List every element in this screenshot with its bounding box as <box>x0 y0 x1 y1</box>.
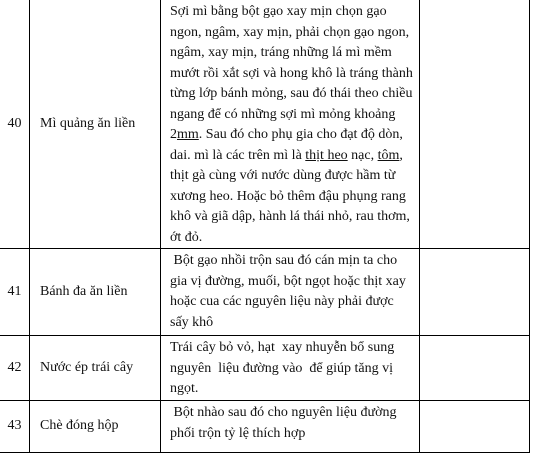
product-description <box>161 0 420 249</box>
product-name: Nước ép trái cây <box>30 336 161 401</box>
desc-text: , thịt gà cùng với nước dùng được hầm từ xương heo. Hoặc bỏ thêm đậu phụng rang khô và giã dập, hành lá thái nhỏ, rau thơm, ớt đỏ. <box>170 147 410 245</box>
row-number: 41 <box>0 249 30 336</box>
table-row <box>0 336 530 401</box>
desc-underlined-term: thịt heo <box>305 147 348 163</box>
empty-cell <box>420 336 530 401</box>
product-description: Bột gạo nhồi trộn sau đó cán mịn ta cho gia vị đường, muối, bột ngọt hoặc thịt xay hoặc cua các nguyên liệu này phải được sấy khô <box>161 249 420 336</box>
table-row <box>0 249 530 336</box>
empty-cell <box>420 0 530 249</box>
product-description: Trái cây bỏ vỏ, hạt xay nhuyễn bổ sung nguyên liệu đường vào để giúp tăng vị ngọt. <box>161 336 420 401</box>
desc-underlined-unit: mm <box>177 127 199 142</box>
empty-cell <box>420 401 530 453</box>
desc-text: nạc, <box>347 147 378 163</box>
product-description: Bột nhào sau đó cho nguyên liệu đường phối trộn tỷ lệ thích hợp <box>161 401 420 453</box>
empty-cell <box>420 249 530 336</box>
desc-text: . Sau đó cho phụ gia cho đạt độ dòn, dai. mì là các trên mì là <box>170 127 403 163</box>
row-number: 42 <box>0 336 30 401</box>
product-name: Mì quảng ăn liền <box>30 0 161 249</box>
row-number: 43 <box>0 401 30 453</box>
product-name: Chè đóng hộp <box>30 401 161 453</box>
desc-text: Sợi mì bằng bột gạo xay mịn chọn gạo ngon, ngâm, xay mịn, phải chọn gạo ngon, ngâm, xay mịn, tráng những lá mì mềm mướt rồi xắt sợi và hong khô là tráng thành từng lớp bánh mỏng, sau đó thái theo chiều ngang để có những sợi mì mỏng khoảng 2 <box>170 4 413 142</box>
table-row <box>0 401 530 453</box>
product-name: Bánh đa ăn liền <box>30 249 161 336</box>
row-number: 40 <box>0 0 30 249</box>
desc-underlined-term: tôm <box>377 147 400 163</box>
